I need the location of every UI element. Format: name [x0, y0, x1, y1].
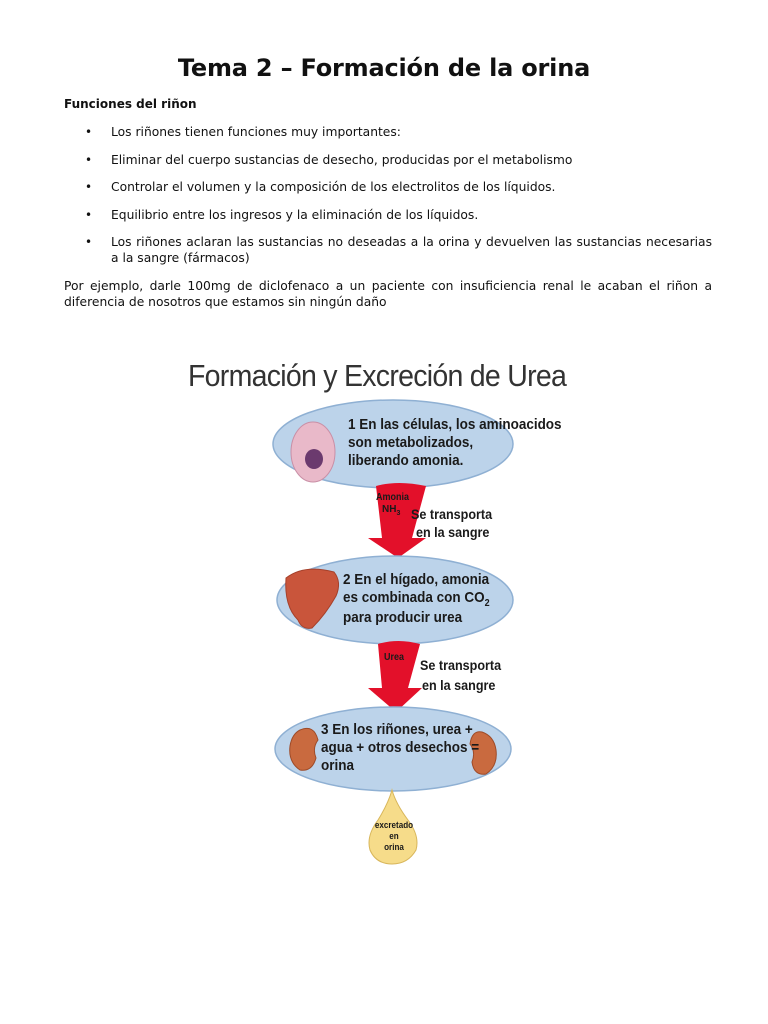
section-heading: Funciones del riñon [64, 97, 197, 111]
list-item [64, 207, 712, 223]
step3-line3: orina [321, 757, 354, 775]
urea-diagram [176, 352, 596, 872]
list-item [64, 179, 712, 195]
svg-text:Urea [384, 652, 405, 664]
drop-line3: orina [384, 841, 404, 853]
kidney-left-icon [290, 728, 318, 770]
list-item [64, 152, 712, 168]
transport1-line1: Se transporta [411, 506, 493, 523]
figure-title: Formación y Excreción de Urea [188, 358, 567, 393]
list-item-text: Controlar el volumen y la composición de los electrolitos de los líquidos. [111, 180, 556, 194]
list-item-text: Equilibrio entre los ingresos y la eliminación de los líquidos. [111, 207, 479, 222]
list-item [64, 234, 712, 266]
svg-text:liberando amonia. [348, 452, 463, 469]
list-item-text: Eliminar del cuerpo sustancias de desecho, producidas por el metabolismo [111, 152, 573, 167]
transport2-line1: Se transporta [420, 657, 502, 674]
step3-line1: 3 En los riñones, urea + [321, 721, 473, 739]
bullet-icon: • [85, 207, 93, 222]
nh-label: NH [382, 504, 397, 515]
bullet-icon: • [85, 125, 93, 139]
step1-line1: 1 En las células, los aminoacidos [348, 416, 562, 434]
step1-line3: liberando amonia. [348, 452, 464, 470]
drop-line1: excretado [374, 819, 414, 831]
bullet-icon: • [85, 180, 93, 194]
svg-text:en la sangre [422, 677, 495, 693]
urea-figure [176, 352, 596, 872]
svg-text:en la sangre [416, 524, 489, 540]
step3-line2: agua + otros desechos = [321, 739, 480, 757]
page-title: Tema 2 – Formación de la orina [177, 54, 591, 82]
bullet-icon: • [85, 152, 93, 167]
svg-text:en [389, 831, 398, 842]
step1-line2: son metabolizados, [348, 434, 474, 452]
co2-subscript: 2 [484, 597, 490, 610]
urea-label: Urea [384, 651, 404, 664]
svg-text:orina [321, 757, 355, 774]
list-item-text: Los riñones aclaran las sustancias no deseadas a la orina y devuelven las sustancias necesarias a la sangre (fármacos) [111, 235, 712, 265]
nucleus-icon [305, 449, 323, 469]
svg-text:excretado [375, 820, 413, 831]
body-paragraph: Por ejemplo, darle 100mg de diclofenaco a un paciente con insuficiencia renal le acaban el riñon a diferencia de nosotros que estamos sin ningún daño [64, 279, 712, 309]
list-item-text: Los riñones tienen funciones muy importantes: [111, 125, 401, 139]
svg-text:2 En el hígado, amonia [343, 571, 490, 588]
svg-text:Se transporta [411, 506, 493, 522]
transport1-line2: en la sangre [416, 524, 490, 541]
nh-subscript: 3 [396, 510, 401, 517]
step2-line3: para producir urea [343, 609, 463, 627]
svg-text:orina [384, 842, 404, 853]
transport2-line2: en la sangre [422, 677, 496, 694]
svg-text:agua + otros desechos = [321, 739, 479, 756]
drop-line2: en [389, 830, 399, 842]
step2-line2: es combinada con CO [343, 589, 485, 607]
amonia-label: Amonia [376, 491, 409, 504]
svg-text:es combinada con CO2 [343, 589, 490, 609]
bullet-list [64, 124, 712, 278]
svg-text:Se transporta [420, 657, 502, 673]
list-item [64, 124, 712, 140]
svg-text:para producir urea [343, 609, 463, 626]
svg-text:Amonia [376, 492, 410, 504]
bullet-icon: • [85, 235, 93, 249]
step2-line1: 2 En el hígado, amonia [343, 571, 490, 589]
svg-text:son metabolizados, [348, 434, 473, 451]
svg-text:1 En las células, los aminoac [348, 416, 562, 433]
svg-text:3 En los riñones, urea + [321, 721, 473, 738]
